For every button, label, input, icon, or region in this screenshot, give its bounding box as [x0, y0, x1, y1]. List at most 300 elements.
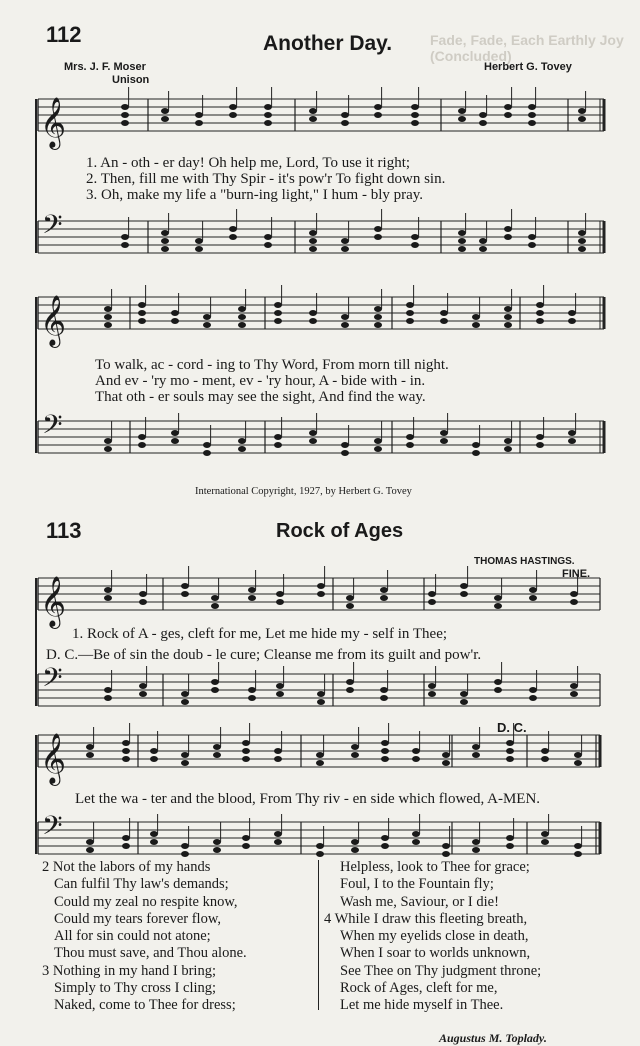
note-head [381, 740, 389, 746]
note-head [428, 683, 436, 689]
note-head [213, 847, 221, 853]
note-head [374, 314, 382, 320]
note-head [274, 839, 282, 845]
note-head [504, 112, 512, 118]
note-head [264, 120, 272, 126]
note-head [341, 120, 349, 126]
note-head [528, 242, 536, 248]
note-head [238, 446, 246, 452]
note-head [211, 603, 219, 609]
note-head [316, 843, 324, 849]
note-head [242, 835, 250, 841]
note-head [213, 752, 221, 758]
note-head [276, 599, 284, 605]
note-head [309, 310, 317, 316]
note-head [316, 851, 324, 857]
note-head [341, 450, 349, 456]
note-head [122, 843, 130, 849]
note-head [317, 583, 325, 589]
note-head [536, 318, 544, 324]
note-head [460, 691, 468, 697]
note-head [460, 583, 468, 589]
note-head [442, 760, 450, 766]
bass-clef-icon: 𝄢 [42, 809, 63, 848]
note-head [238, 438, 246, 444]
note-head [440, 318, 448, 324]
note-head [171, 430, 179, 436]
note-head [479, 112, 487, 118]
note-head [195, 112, 203, 118]
note-head [242, 843, 250, 849]
note-head [458, 238, 466, 244]
note-head [536, 442, 544, 448]
lyric-line: Let the wa - ter and the blood, From Thy riv - en side which flowed, A-MEN. [75, 791, 541, 807]
note-head [494, 679, 502, 685]
note-head [104, 438, 112, 444]
note-head [181, 591, 189, 597]
note-head [374, 104, 382, 110]
note-head [138, 318, 146, 324]
note-head [529, 695, 537, 701]
note-head [528, 234, 536, 240]
note-head [274, 442, 282, 448]
note-head [317, 691, 325, 697]
note-head [412, 831, 420, 837]
lyric-line: 1. An - oth - er day! Oh help me, Lord, To use it right; [86, 155, 411, 171]
note-head [104, 687, 112, 693]
note-head [504, 226, 512, 232]
note-head [309, 230, 317, 236]
note-head [442, 851, 450, 857]
note-head [213, 839, 221, 845]
note-head [316, 752, 324, 758]
composer: Herbert G. Tovey [484, 61, 572, 73]
note-head [276, 591, 284, 597]
note-head [181, 583, 189, 589]
verse-line: Simply to Thy cross I cling; [54, 980, 217, 997]
note-head [541, 839, 549, 845]
treble-clef-icon: 𝄞 [40, 295, 67, 346]
dc-marking: D. C. [497, 720, 527, 735]
note-head [171, 438, 179, 444]
verse-line: 4 While I draw this fleeting breath, [324, 910, 528, 927]
note-head [411, 104, 419, 110]
note-head [494, 595, 502, 601]
note-head [504, 446, 512, 452]
note-head [472, 847, 480, 853]
note-head [203, 314, 211, 320]
note-head [86, 744, 94, 750]
note-head [412, 839, 420, 845]
note-head [242, 756, 250, 762]
note-head [536, 434, 544, 440]
verse-line: Rock of Ages, cleft for me, [340, 980, 498, 997]
note-head [242, 748, 250, 754]
copyright-notice: International Copyright, 1927, by Herbert G. Tovey [195, 486, 412, 497]
note-head [541, 831, 549, 837]
note-head [211, 687, 219, 693]
verse-line: Wash me, Saviour, or I die! [340, 893, 499, 910]
note-head [504, 314, 512, 320]
hymn-number: 112 [46, 22, 82, 47]
note-head [504, 438, 512, 444]
note-head [274, 434, 282, 440]
lyric-line: D. C.—Be of sin the doub - le cure; Cleanse me from its guilt and pow'r. [46, 647, 482, 663]
note-head [380, 587, 388, 593]
note-head [440, 438, 448, 444]
note-head [412, 756, 420, 762]
verse-line: Could my tears forever flow, [54, 910, 221, 927]
note-head [341, 314, 349, 320]
note-head [309, 108, 317, 114]
note-head [406, 310, 414, 316]
note-head [341, 246, 349, 252]
note-head [274, 310, 282, 316]
note-head [161, 108, 169, 114]
note-head [374, 226, 382, 232]
note-head [203, 322, 211, 328]
note-head [479, 238, 487, 244]
note-head [458, 230, 466, 236]
note-head [351, 847, 359, 853]
note-head [86, 752, 94, 758]
note-head [341, 112, 349, 118]
note-head [479, 120, 487, 126]
treble-clef-icon: 𝄞 [40, 733, 67, 784]
note-head [264, 242, 272, 248]
note-head [346, 603, 354, 609]
note-head [104, 446, 112, 452]
note-head [138, 434, 146, 440]
note-head [104, 306, 112, 312]
verse-line: Helpless, look to Thee for grace; [340, 859, 530, 875]
note-head [494, 687, 502, 693]
faded-previous-title: Fade, Fade, Each Earthly Joy (Concluded) [430, 32, 624, 64]
note-head [346, 687, 354, 693]
note-head [374, 112, 382, 118]
note-head [242, 740, 250, 746]
note-head [309, 116, 317, 122]
note-head [351, 839, 359, 845]
note-head [528, 104, 536, 110]
note-head [274, 831, 282, 837]
note-head [381, 843, 389, 849]
note-head [574, 851, 582, 857]
note-head [428, 691, 436, 697]
note-head [139, 683, 147, 689]
note-head [351, 744, 359, 750]
note-head [121, 234, 129, 240]
note-head [541, 748, 549, 754]
note-head [317, 591, 325, 597]
verse-line: 2 Not the labors of my hands [42, 859, 211, 875]
note-head [578, 108, 586, 114]
note-head [139, 591, 147, 597]
note-head [171, 318, 179, 324]
note-head [568, 438, 576, 444]
note-head [86, 839, 94, 845]
note-head [229, 104, 237, 110]
note-head [317, 699, 325, 705]
note-head [574, 752, 582, 758]
note-head [374, 322, 382, 328]
note-head [203, 450, 211, 456]
note-head [150, 756, 158, 762]
note-head [504, 104, 512, 110]
note-head [274, 302, 282, 308]
verse-line: When my eyelids close in death, [340, 928, 529, 945]
note-head [442, 752, 450, 758]
note-head [460, 699, 468, 705]
hymn-number: 113 [46, 518, 82, 543]
note-head [374, 438, 382, 444]
note-head [264, 104, 272, 110]
note-head [472, 752, 480, 758]
note-head [122, 740, 130, 746]
note-head [181, 851, 189, 857]
note-head [504, 306, 512, 312]
note-head [161, 230, 169, 236]
note-head [104, 695, 112, 701]
note-head [529, 587, 537, 593]
note-head [238, 314, 246, 320]
note-head [309, 438, 317, 444]
verse-line: Foul, I to the Fountain fly; [340, 876, 494, 893]
note-head [578, 230, 586, 236]
note-head [121, 242, 129, 248]
verse-line: Can fulfil Thy law's demands; [54, 876, 229, 893]
note-head [428, 591, 436, 597]
note-head [161, 246, 169, 252]
note-head [578, 246, 586, 252]
note-head [229, 234, 237, 240]
note-head [248, 587, 256, 593]
note-head [274, 748, 282, 754]
note-head [181, 760, 189, 766]
lyric-line: 1. Rock of A - ges, cleft for me, Let me hide my - self in Thee; [72, 626, 448, 642]
note-head [316, 760, 324, 766]
note-head [494, 603, 502, 609]
treble-clef-icon: 𝄞 [40, 97, 67, 148]
text-author: Augustus M. Toplady. [439, 1031, 547, 1045]
note-head [458, 108, 466, 114]
note-head [412, 748, 420, 754]
note-head [381, 756, 389, 762]
bass-clef-icon: 𝄢 [42, 661, 63, 700]
note-head [121, 104, 129, 110]
note-head [229, 112, 237, 118]
note-head [536, 310, 544, 316]
note-head [472, 442, 480, 448]
note-head [138, 302, 146, 308]
note-head [121, 120, 129, 126]
note-head [529, 595, 537, 601]
note-head [440, 310, 448, 316]
lyric-line: And ev - 'ry mo - ment, ev - 'ry hour, A - bide with - in. [95, 373, 426, 389]
note-head [528, 112, 536, 118]
note-head [122, 748, 130, 754]
note-head [574, 760, 582, 766]
verse-line: See Thee on Thy judgment throne; [340, 962, 542, 979]
note-head [381, 835, 389, 841]
note-head [341, 442, 349, 448]
note-head [276, 691, 284, 697]
note-head [351, 752, 359, 758]
note-head [380, 595, 388, 601]
note-head [309, 246, 317, 252]
note-head [458, 116, 466, 122]
note-head [570, 691, 578, 697]
note-head [346, 595, 354, 601]
note-head [248, 695, 256, 701]
note-head [274, 318, 282, 324]
note-head [568, 430, 576, 436]
note-head [346, 679, 354, 685]
note-head [264, 112, 272, 118]
note-head [276, 683, 284, 689]
verse-line: When I soar to worlds unknown, [340, 945, 531, 962]
note-head [568, 318, 576, 324]
note-head [380, 695, 388, 701]
note-head [506, 748, 514, 754]
verse-line: 3 Nothing in my hand I bring; [42, 962, 216, 979]
note-head [472, 322, 480, 328]
note-head [411, 120, 419, 126]
note-head [428, 599, 436, 605]
note-head [541, 756, 549, 762]
note-head [440, 430, 448, 436]
note-head [171, 310, 179, 316]
note-head [472, 839, 480, 845]
note-head [248, 595, 256, 601]
note-head [211, 595, 219, 601]
note-head [406, 318, 414, 324]
note-head [203, 442, 211, 448]
note-head [181, 843, 189, 849]
note-head [442, 843, 450, 849]
note-head [570, 683, 578, 689]
note-head [181, 691, 189, 697]
note-head [406, 442, 414, 448]
note-head [568, 310, 576, 316]
note-head [181, 752, 189, 758]
verse-line: Thou must save, and Thou alone. [54, 945, 247, 962]
note-head [161, 116, 169, 122]
note-head [274, 756, 282, 762]
bass-clef-icon: 𝄢 [42, 208, 63, 247]
verse-line: Naked, come to Thee for dress; [54, 997, 236, 1014]
lyricist: Mrs. J. F. Moser [64, 61, 146, 73]
note-head [479, 246, 487, 252]
note-head [536, 302, 544, 308]
note-head [341, 322, 349, 328]
note-head [139, 691, 147, 697]
note-head [411, 242, 419, 248]
hymn-title: Another Day. [263, 32, 393, 55]
note-head [528, 120, 536, 126]
note-head [406, 302, 414, 308]
note-head [309, 318, 317, 324]
note-head [122, 756, 130, 762]
note-head [406, 434, 414, 440]
hymn-title: Rock of Ages [276, 520, 404, 542]
note-head [411, 112, 419, 118]
note-head [122, 835, 130, 841]
note-head [570, 599, 578, 605]
note-head [472, 450, 480, 456]
fine-marking: FINE. [562, 568, 591, 580]
note-head [506, 843, 514, 849]
note-head [181, 699, 189, 705]
note-head [238, 322, 246, 328]
note-head [458, 246, 466, 252]
note-head [506, 740, 514, 746]
verse-line: All for sin could not atone; [54, 928, 211, 945]
note-head [472, 744, 480, 750]
verses-right-column [324, 859, 541, 1015]
note-head [264, 234, 272, 240]
note-head [195, 246, 203, 252]
note-head [504, 322, 512, 328]
note-head [213, 744, 221, 750]
note-head [229, 226, 237, 232]
note-head [574, 843, 582, 849]
column-divider [318, 860, 319, 1010]
note-head [195, 120, 203, 126]
lyric-line: 2. Then, fill me with Thy Spir - it's pow'r To fight down sin. [86, 171, 446, 187]
note-head [341, 238, 349, 244]
note-head [86, 847, 94, 853]
note-head [150, 839, 158, 845]
note-head [104, 595, 112, 601]
note-head [104, 587, 112, 593]
note-head [211, 679, 219, 685]
note-head [138, 442, 146, 448]
verses-left-column [42, 859, 247, 1015]
note-head [472, 314, 480, 320]
note-head [238, 306, 246, 312]
verse-line: Could my zeal no respite know, [54, 893, 238, 910]
lyric-line: 3. Oh, make my life a "burn-ing light," I hum - bly pray. [86, 187, 424, 203]
verse-line: Let me hide myself in Thee. [340, 997, 504, 1014]
composer: THOMAS HASTINGS. [474, 556, 575, 567]
note-head [104, 314, 112, 320]
note-head [374, 306, 382, 312]
note-head [150, 831, 158, 837]
treble-clef-icon: 𝄞 [40, 576, 67, 627]
bass-clef-icon: 𝄢 [42, 408, 63, 447]
note-head [570, 591, 578, 597]
note-head [195, 238, 203, 244]
note-head [460, 591, 468, 597]
note-head [161, 238, 169, 244]
note-head [506, 835, 514, 841]
note-head [138, 310, 146, 316]
lyric-line: That oth - er souls may see the sight, And find the way. [95, 389, 426, 405]
note-head [248, 687, 256, 693]
note-head [121, 112, 129, 118]
note-head [504, 234, 512, 240]
note-head [381, 748, 389, 754]
note-head [506, 756, 514, 762]
lyric-line: To walk, ac - cord - ing to Thy Word, From morn till night. [95, 357, 449, 373]
note-head [529, 687, 537, 693]
note-head [309, 430, 317, 436]
note-head [578, 116, 586, 122]
note-head [374, 446, 382, 452]
note-head [374, 234, 382, 240]
note-head [139, 599, 147, 605]
